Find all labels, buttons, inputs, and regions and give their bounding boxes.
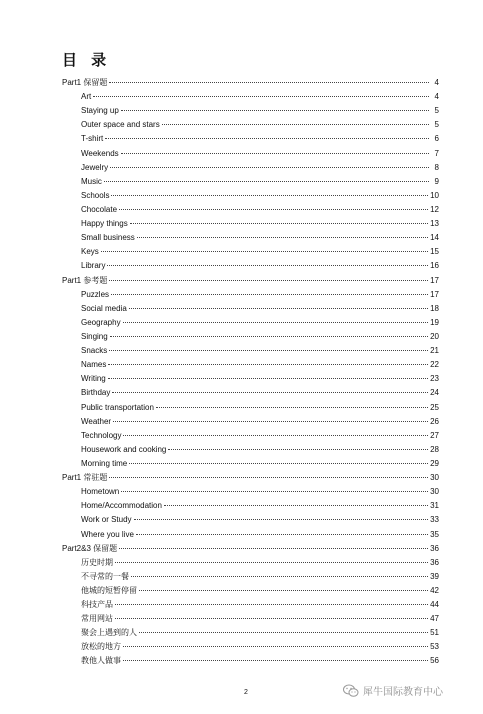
toc-entry[interactable] xyxy=(62,189,439,203)
toc-entry-page: 4 xyxy=(434,92,439,102)
toc-entry-label: Staying up xyxy=(81,106,119,116)
dot-leader xyxy=(111,294,428,295)
dot-leader xyxy=(93,96,429,97)
dot-leader xyxy=(110,167,429,168)
dot-leader xyxy=(134,519,429,520)
toc-entry-label: 常用网站 xyxy=(81,614,113,624)
toc-entry-label: Happy things xyxy=(81,219,128,229)
toc-entry[interactable] xyxy=(62,175,439,189)
toc-entry-label: T-shirt xyxy=(81,134,104,144)
toc-entry-label: Weather xyxy=(81,416,112,426)
dot-leader xyxy=(113,421,428,422)
toc-entry-page: 21 xyxy=(430,346,439,356)
dot-leader xyxy=(156,407,428,408)
toc-entry-label: 不寻常的一餐 xyxy=(81,571,129,581)
toc-entry[interactable] xyxy=(62,640,439,654)
toc-entry[interactable] xyxy=(62,132,439,146)
toc-entry[interactable] xyxy=(62,457,439,471)
toc-entry[interactable] xyxy=(62,598,439,612)
toc-entry[interactable] xyxy=(62,245,439,259)
toc-entry-page: 27 xyxy=(430,430,439,440)
toc-entry-page: 12 xyxy=(430,204,439,214)
dot-leader xyxy=(139,632,428,633)
dot-leader xyxy=(136,534,428,535)
dot-leader xyxy=(121,491,428,492)
toc-entry[interactable] xyxy=(62,570,439,584)
toc-entry-page: 33 xyxy=(430,515,439,525)
dot-leader xyxy=(101,251,428,252)
toc-entry-page: 7 xyxy=(434,148,439,158)
toc-entry-page: 56 xyxy=(430,656,439,666)
toc-entry-page: 17 xyxy=(430,289,439,299)
page-title: 目 录 xyxy=(62,52,112,69)
toc-entry-label: Public transportation xyxy=(81,402,154,412)
toc-entry-label: Birthday xyxy=(81,388,111,398)
toc-entry[interactable] xyxy=(62,429,439,443)
toc-entry-page: 4 xyxy=(434,78,439,87)
toc-entry[interactable] xyxy=(62,372,439,386)
dot-leader xyxy=(119,548,428,549)
toc-entry-label: Names xyxy=(81,360,107,370)
dot-leader xyxy=(130,223,428,224)
toc-entry-page: 42 xyxy=(430,585,439,595)
toc-entry-page: 25 xyxy=(430,402,439,412)
dot-leader xyxy=(115,562,428,563)
toc-section-entry[interactable] xyxy=(62,274,439,288)
toc-entry-page: 29 xyxy=(430,458,439,468)
toc-entry-label: Library xyxy=(81,261,106,271)
dot-leader xyxy=(129,463,428,464)
dot-leader xyxy=(111,195,428,196)
dot-leader xyxy=(109,477,428,478)
toc-entry-page: 36 xyxy=(430,543,439,553)
toc-entry-label: Keys xyxy=(81,247,99,257)
toc-entry-label: 科技产品 xyxy=(81,600,113,610)
toc-entry-page: 51 xyxy=(430,628,439,638)
toc-entry-label: Hometown xyxy=(81,487,120,497)
toc-entry[interactable] xyxy=(62,358,439,372)
toc-section-entry[interactable] xyxy=(62,471,439,485)
toc-entry[interactable] xyxy=(62,203,439,217)
toc-entry-label: 他城的短暂停留 xyxy=(81,585,137,595)
toc-entry-label: 教他人做事 xyxy=(81,656,121,666)
toc-entry[interactable] xyxy=(62,231,439,245)
toc-entry-label: 聚会上遇到的人 xyxy=(81,628,137,638)
toc-entry[interactable] xyxy=(62,485,439,499)
dot-leader xyxy=(115,618,428,619)
toc-entry[interactable] xyxy=(62,330,439,344)
toc-entry-page: 13 xyxy=(430,219,439,229)
toc-section-entry[interactable] xyxy=(62,542,439,556)
toc-entry-page: 24 xyxy=(430,388,439,398)
toc-entry-label: Schools xyxy=(81,190,110,200)
toc-entry[interactable] xyxy=(62,612,439,626)
dot-leader xyxy=(123,435,428,436)
toc-entry-label: Singing xyxy=(81,331,108,341)
toc-entry-page: 35 xyxy=(430,529,439,539)
toc-entry[interactable] xyxy=(62,386,439,400)
toc-entry-page: 15 xyxy=(430,247,439,257)
dot-leader xyxy=(123,646,428,647)
toc-entry[interactable] xyxy=(62,513,439,527)
toc-entry[interactable] xyxy=(62,90,439,104)
toc-entry-label: Morning time xyxy=(81,458,128,468)
toc-entry-page: 23 xyxy=(430,374,439,384)
toc-entry-page: 5 xyxy=(434,120,439,130)
dot-leader xyxy=(168,449,428,450)
toc-entry-label: Part1 常驻题 xyxy=(62,473,108,483)
toc-entry-page: 14 xyxy=(430,233,439,243)
toc-entry[interactable] xyxy=(62,147,439,161)
toc-entry-label: Small business xyxy=(81,233,135,243)
table-of-contents xyxy=(62,76,439,669)
toc-entry-label: Housework and cooking xyxy=(81,444,167,454)
toc-entry-page: 17 xyxy=(430,275,439,285)
toc-entry-page: 20 xyxy=(430,331,439,341)
toc-entry-label: Part2&3 保留题 xyxy=(62,543,118,553)
toc-entry[interactable] xyxy=(62,104,439,118)
toc-entry-label: 历史时期 xyxy=(81,557,113,567)
toc-entry[interactable] xyxy=(62,654,439,668)
toc-entry-page: 39 xyxy=(430,571,439,581)
dot-leader xyxy=(119,209,428,210)
toc-entry-page: 18 xyxy=(430,303,439,313)
toc-entry[interactable] xyxy=(62,161,439,175)
toc-entry-label: Music xyxy=(81,176,102,186)
toc-entry[interactable] xyxy=(62,344,439,358)
dot-leader xyxy=(109,82,429,83)
toc-entry-label: 放松的地方 xyxy=(81,642,121,652)
toc-entry-page: 30 xyxy=(430,487,439,497)
dot-leader xyxy=(121,153,429,154)
dot-leader xyxy=(107,265,428,266)
toc-entry-label: Outer space and stars xyxy=(81,120,160,130)
dot-leader xyxy=(131,576,428,577)
toc-section-entry[interactable] xyxy=(62,76,439,90)
toc-entry-page: 22 xyxy=(430,360,439,370)
dot-leader xyxy=(115,604,428,605)
toc-entry-label: Jewelry xyxy=(81,162,109,172)
dot-leader xyxy=(139,590,428,591)
watermark-text: 犀牛国际教育中心 xyxy=(363,687,443,698)
toc-entry[interactable] xyxy=(62,302,439,316)
toc-entry-label: Technology xyxy=(81,430,122,440)
toc-entry-label: Weekends xyxy=(81,148,119,158)
toc-entry-page: 36 xyxy=(430,557,439,567)
wechat-icon xyxy=(343,684,359,698)
toc-entry-page: 16 xyxy=(430,261,439,271)
toc-entry-page: 30 xyxy=(430,473,439,483)
watermark xyxy=(343,683,443,698)
dot-leader xyxy=(123,660,428,661)
dot-leader xyxy=(105,138,429,139)
toc-entry-page: 47 xyxy=(430,614,439,624)
toc-entry-label: Chocolate xyxy=(81,204,118,214)
toc-entry-page: 8 xyxy=(434,162,439,172)
toc-entry[interactable] xyxy=(62,415,439,429)
toc-entry-label: Social media xyxy=(81,303,127,313)
toc-entry-page: 28 xyxy=(430,444,439,454)
toc-entry-label: Part1 保留题 xyxy=(62,78,108,87)
toc-entry-page: 10 xyxy=(430,190,439,200)
dot-leader xyxy=(109,280,428,281)
toc-entry-label: Work or Study xyxy=(81,515,132,525)
toc-entry-label: Geography xyxy=(81,317,121,327)
toc-entry[interactable] xyxy=(62,528,439,542)
dot-leader xyxy=(162,124,429,125)
toc-entry[interactable] xyxy=(62,499,439,513)
dot-leader xyxy=(104,181,429,182)
dot-leader xyxy=(129,308,428,309)
toc-entry[interactable] xyxy=(62,401,439,415)
toc-entry-label: Puzzles xyxy=(81,289,110,299)
toc-entry-page: 19 xyxy=(430,317,439,327)
toc-entry-page: 26 xyxy=(430,416,439,426)
toc-entry[interactable] xyxy=(62,556,439,570)
toc-entry-page: 53 xyxy=(430,642,439,652)
dot-leader xyxy=(164,505,428,506)
dot-leader xyxy=(108,364,428,365)
toc-entry[interactable] xyxy=(62,288,439,302)
toc-entry-label: Where you live xyxy=(81,529,134,539)
toc-entry[interactable] xyxy=(62,316,439,330)
page-number: 2 xyxy=(244,689,248,696)
dot-leader xyxy=(109,350,428,351)
toc-entry[interactable] xyxy=(62,443,439,457)
toc-entry-label: Part1 参考题 xyxy=(62,275,108,285)
toc-entry-label: Writing xyxy=(81,374,106,384)
toc-entry-page: 44 xyxy=(430,600,439,610)
toc-entry-label: Art xyxy=(81,92,92,102)
toc-entry-label: Home/Accommodation xyxy=(81,501,162,511)
toc-entry-page: 9 xyxy=(434,176,439,186)
toc-entry[interactable] xyxy=(62,217,439,231)
toc-entry[interactable] xyxy=(62,259,439,273)
dot-leader xyxy=(108,378,428,379)
toc-entry[interactable] xyxy=(62,626,439,640)
toc-entry[interactable] xyxy=(62,584,439,598)
toc-entry-label: Snacks xyxy=(81,346,108,356)
toc-entry-page: 6 xyxy=(434,134,439,144)
dot-leader xyxy=(123,322,429,323)
toc-entry[interactable] xyxy=(62,118,439,132)
dot-leader xyxy=(121,110,429,111)
dot-leader xyxy=(112,392,428,393)
dot-leader xyxy=(110,336,428,337)
toc-entry-page: 31 xyxy=(430,501,439,511)
dot-leader xyxy=(137,237,428,238)
toc-entry-page: 5 xyxy=(434,106,439,116)
